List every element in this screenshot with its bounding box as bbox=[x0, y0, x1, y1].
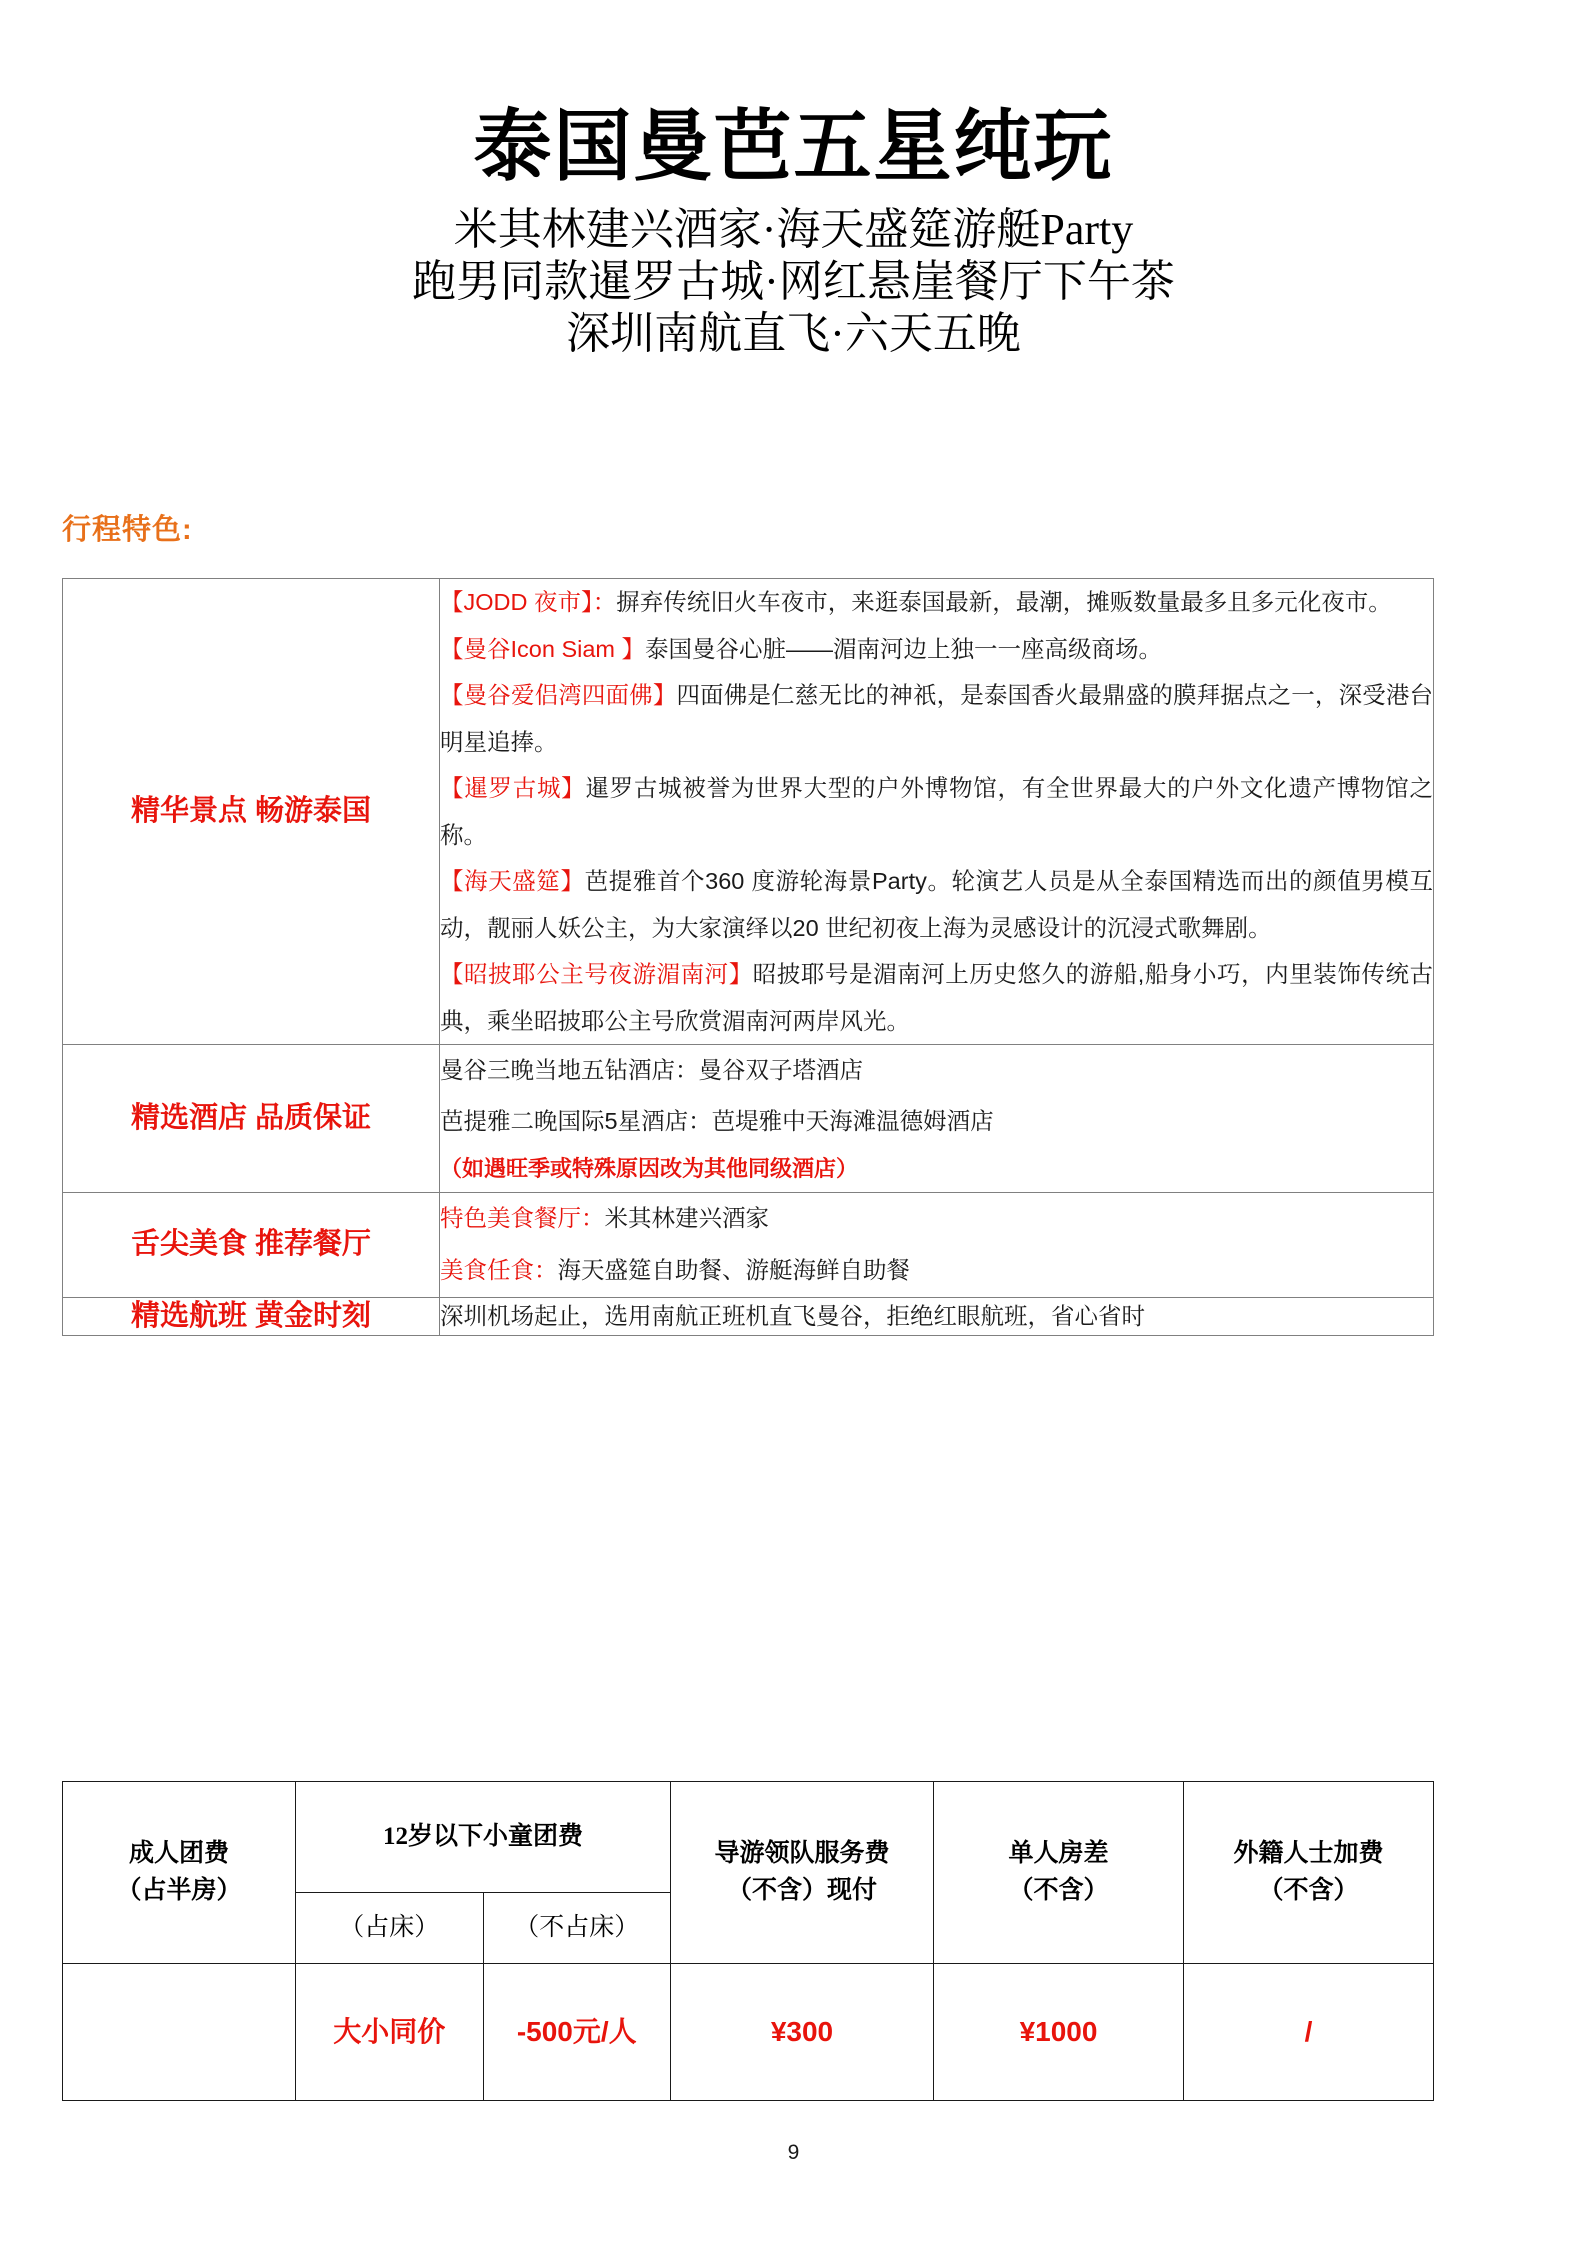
price-value-guide: ¥300 bbox=[671, 1964, 934, 2101]
highlight-paragraph-ancient-city bbox=[440, 765, 1433, 858]
itinerary-features-table bbox=[62, 578, 1434, 1336]
table-row-hotels bbox=[63, 1045, 1434, 1193]
hotel-substitution-note: （如遇旺季或特殊原因改为其他同级酒店） bbox=[440, 1156, 859, 1182]
price-header-single-room-sub: （不含） bbox=[1008, 1876, 1109, 1904]
price-header-guide-main: 导游领队服务费 bbox=[714, 1840, 890, 1868]
price-value-single-room: ¥1000 bbox=[934, 1964, 1184, 2101]
price-header-adult-main: 成人团费 bbox=[128, 1840, 229, 1868]
price-header-adult-sub: （占半房） bbox=[116, 1876, 242, 1904]
price-header-child-group: 12岁以下小童团费 bbox=[296, 1782, 671, 1893]
row-body-cell-hotels bbox=[440, 1045, 1434, 1193]
row-body-cell-highlights bbox=[440, 579, 1434, 1045]
highlight-tag-chaophraya: 【昭披耶公主号夜游湄南河】 bbox=[440, 961, 753, 988]
row-label-cell-food bbox=[63, 1193, 440, 1297]
pricing-header-row bbox=[63, 1782, 1434, 1893]
row-label-flights: 精选航班 黄金时刻 bbox=[130, 1299, 372, 1332]
food-buffet-tag: 美食任食： bbox=[440, 1257, 558, 1284]
price-value-adult bbox=[63, 1964, 296, 2101]
row-label-hotels: 精选酒店 品质保证 bbox=[130, 1101, 372, 1134]
price-header-single-room bbox=[934, 1782, 1184, 1964]
hotel-pattaya: 芭提雅二晚国际5星酒店：芭堤雅中天海滩温德姆酒店 bbox=[440, 1107, 994, 1134]
highlight-text-erawan: 四面佛是仁慈无比的神祇，是泰国香火最鼎盛的膜拜据点之一，深受港台明星追捧。 bbox=[440, 682, 1434, 755]
hotel-bangkok: 曼谷三晚当地五钻酒店：曼谷双子塔酒店 bbox=[440, 1057, 863, 1084]
highlight-text-chaophraya: 昭披耶号是湄南河上历史悠久的游船,船身小巧，内里装饰传统古典，乘坐昭披耶公主号欣赏湄南河两岸风光。 bbox=[440, 961, 1434, 1034]
highlight-text-ancient-city: 暹罗古城被誉为世界大型的户外博物馆，有全世界最大的户外文化遗产博物馆之称。 bbox=[440, 775, 1434, 848]
food-buffet-line bbox=[440, 1245, 1433, 1297]
row-label-cell-hotels bbox=[63, 1045, 440, 1193]
highlight-paragraph-jodd bbox=[440, 579, 1433, 626]
table-row-food bbox=[63, 1193, 1434, 1297]
subtitle-block bbox=[0, 204, 1587, 360]
price-header-foreigner-main: 外籍人士加费 bbox=[1233, 1840, 1384, 1868]
highlight-text-jodd: 摒弃传统旧火车夜市，来逛泰国最新，最潮，摊贩数量最多且多元化夜市。 bbox=[616, 589, 1392, 615]
highlight-text-haitian: 芭提雅首个360 度游轮海景Party。轮演艺人员是从全泰国精选而出的颜值男模互动，靓丽人妖公主，为大家演绎以20 世纪初夜上海为灵感设计的沉浸式歌舞剧。 bbox=[440, 868, 1433, 941]
price-value-child-no-bed: -500元/人 bbox=[483, 1964, 671, 2101]
price-value-foreigner: / bbox=[1184, 1964, 1434, 2101]
price-header-single-room-main: 单人房差 bbox=[1008, 1840, 1109, 1868]
row-body-cell-food bbox=[440, 1193, 1434, 1297]
page-title: 泰国曼芭五星纯玩 bbox=[473, 102, 1114, 190]
subtitle-line-1: 米其林建兴酒家·海天盛筵游艇Party bbox=[453, 204, 1134, 254]
pricing-table bbox=[62, 1781, 1434, 2101]
highlight-tag-erawan: 【曼谷爱侣湾四面佛】 bbox=[440, 682, 677, 709]
row-label-food: 舌尖美食 推荐餐厅 bbox=[130, 1228, 372, 1261]
price-value-child-with-bed: 大小同价 bbox=[296, 1964, 484, 2101]
table-row-flights bbox=[63, 1297, 1434, 1336]
flight-description: 深圳机场起止，选用南航正班机直飞曼谷，拒绝红眼航班，省心省时 bbox=[440, 1302, 1145, 1329]
pricing-value-row bbox=[63, 1964, 1434, 2101]
price-header-foreigner bbox=[1184, 1782, 1434, 1964]
highlight-tag-jodd: 【JODD 夜市】： bbox=[440, 589, 617, 615]
food-restaurant-text: 米其林建兴酒家 bbox=[604, 1205, 769, 1232]
price-header-guide bbox=[671, 1782, 934, 1964]
highlight-paragraph-haitian bbox=[440, 858, 1433, 951]
features-section-label: 行程特色: bbox=[62, 514, 193, 546]
row-label-highlights: 精华景点 畅游泰国 bbox=[130, 794, 372, 827]
price-header-guide-sub: （不含）现付 bbox=[726, 1876, 877, 1904]
food-buffet-text: 海天盛筵自助餐、游艇海鲜自助餐 bbox=[557, 1257, 910, 1284]
row-label-cell-flights bbox=[63, 1297, 440, 1336]
row-body-cell-flights bbox=[440, 1297, 1434, 1336]
price-header-child-with-bed: （占床） bbox=[296, 1893, 484, 1964]
highlight-tag-haitian: 【海天盛筵】 bbox=[440, 868, 585, 895]
price-header-adult bbox=[63, 1782, 296, 1964]
food-restaurant-tag: 特色美食餐厅： bbox=[440, 1205, 605, 1232]
price-header-foreigner-sub: （不含） bbox=[1258, 1876, 1359, 1904]
highlight-text-iconsiam: 泰国曼谷心脏——湄南河边上独一一座高级商场。 bbox=[645, 635, 1163, 662]
row-label-cell-highlights bbox=[63, 579, 440, 1045]
table-row-highlights bbox=[63, 579, 1434, 1045]
subtitle-line-3: 深圳南航直飞·六天五晚 bbox=[566, 308, 1021, 358]
highlight-paragraph-erawan bbox=[440, 672, 1433, 765]
food-restaurant-line bbox=[440, 1193, 1433, 1245]
subtitle-line-2: 跑男同款暹罗古城·网红悬崖餐厅下午茶 bbox=[412, 256, 1175, 306]
highlight-paragraph-iconsiam bbox=[440, 626, 1433, 673]
highlight-tag-iconsiam: 【曼谷Icon Siam 】 bbox=[440, 635, 646, 662]
highlight-tag-ancient-city: 【暹罗古城】 bbox=[440, 775, 586, 802]
page-number: 9 bbox=[787, 2141, 800, 2164]
price-header-child-no-bed: （不占床） bbox=[483, 1893, 671, 1964]
highlight-paragraph-chaophraya bbox=[440, 951, 1433, 1044]
document-header bbox=[0, 0, 1587, 360]
